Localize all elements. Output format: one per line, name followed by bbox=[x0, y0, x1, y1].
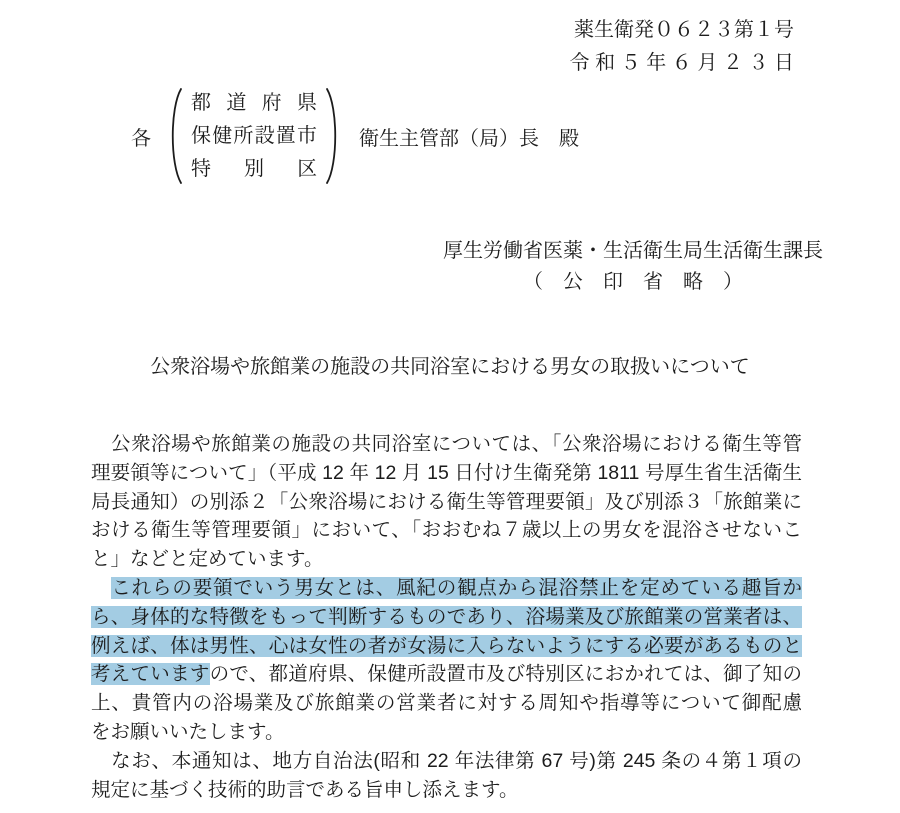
body-line bbox=[91, 603, 802, 632]
body-line bbox=[91, 718, 802, 747]
text-segment bbox=[91, 433, 111, 455]
sender-title: 厚生労働省医薬・生活衛生局生活衛生課長 bbox=[443, 240, 823, 262]
addressee-block bbox=[131, 86, 579, 186]
addressee-prefix: 各 bbox=[131, 127, 151, 150]
text-segment: 局長通知）の別添２「公衆浴場における衛生等管理要領」及び別添３「旅館業に bbox=[91, 490, 802, 513]
body-line bbox=[91, 459, 802, 488]
addressee-item: 保健所設置市 bbox=[191, 124, 317, 147]
body-line bbox=[91, 632, 802, 661]
body-line bbox=[91, 689, 802, 718]
text-segment: と」などと定めています。 bbox=[91, 548, 324, 571]
text-segment bbox=[91, 577, 111, 599]
bracket-left-icon bbox=[164, 86, 184, 186]
addressee-suffix: 衛生主管部（局）長 殿 bbox=[359, 127, 579, 150]
body-line bbox=[91, 776, 802, 805]
highlighted-text: 考えています bbox=[91, 663, 210, 686]
text-segment: ので、都道府県、保健所設置市及び特別区におかれては、御了知の bbox=[209, 663, 802, 686]
issue-date: 令 和 ５ 年 ６ 月 ２ ３ 日 bbox=[569, 52, 794, 74]
text-segment: をお願いいたします。 bbox=[91, 720, 285, 743]
addressee-list bbox=[191, 87, 317, 186]
seal-omitted-note: （ 公 印 省 略 ） bbox=[523, 271, 743, 293]
body-line bbox=[91, 516, 802, 545]
subject-title: 公衆浴場や旅館業の施設の共同浴室における男女の取扱いについて bbox=[150, 356, 750, 378]
sender-block bbox=[443, 236, 823, 298]
body-text bbox=[91, 430, 802, 804]
text-segment: 規定に基づく技術的助言である旨申し添えます。 bbox=[91, 778, 519, 801]
text-segment: 上、貴管内の浴場業及び旅館業の営業者に対する周知や指導等について御配慮 bbox=[91, 692, 802, 715]
body-line bbox=[91, 747, 802, 776]
body-line bbox=[91, 660, 802, 689]
highlighted-text: これらの要領でいう男女とは、風紀の観点から混浴禁止を定めている趣旨か bbox=[111, 576, 802, 599]
text-segment: おける衛生等管理要領」において、「おおむね７歳以上の男女を混浴させないこ bbox=[91, 519, 802, 542]
body-line bbox=[91, 574, 802, 603]
highlighted-text: ら、身体的な特徴をもって判断するものであり、浴場業及び旅館業の営業者は、 bbox=[91, 605, 802, 628]
text-segment bbox=[91, 750, 111, 772]
text-segment: 公衆浴場や旅館業の施設の共同浴室については、「公衆浴場における衛生等管 bbox=[111, 433, 802, 455]
addressee-item: 特別区 bbox=[191, 157, 317, 180]
body-line bbox=[91, 488, 802, 517]
text-segment: 理要領等について」（平成 12 年 12 月 15 日付け生衛発第 1811 号厚生省生活衛生 bbox=[91, 461, 802, 484]
body-line bbox=[91, 545, 802, 574]
doc-number: 薬生衛発０６２３第１号 bbox=[574, 19, 794, 41]
highlighted-text: 例えば、体は男性、心は女性の者が女湯に入らないようにする必要があるものと bbox=[91, 634, 802, 657]
bracket-right-icon bbox=[324, 86, 344, 186]
addressee-item: 都道府県 bbox=[191, 91, 317, 114]
body-line bbox=[91, 430, 802, 459]
document-header bbox=[570, 14, 794, 80]
text-segment: なお、本通知は、地方自治法(昭和 22 年法律第 67 号)第 245 条の４第１項の bbox=[111, 749, 802, 772]
